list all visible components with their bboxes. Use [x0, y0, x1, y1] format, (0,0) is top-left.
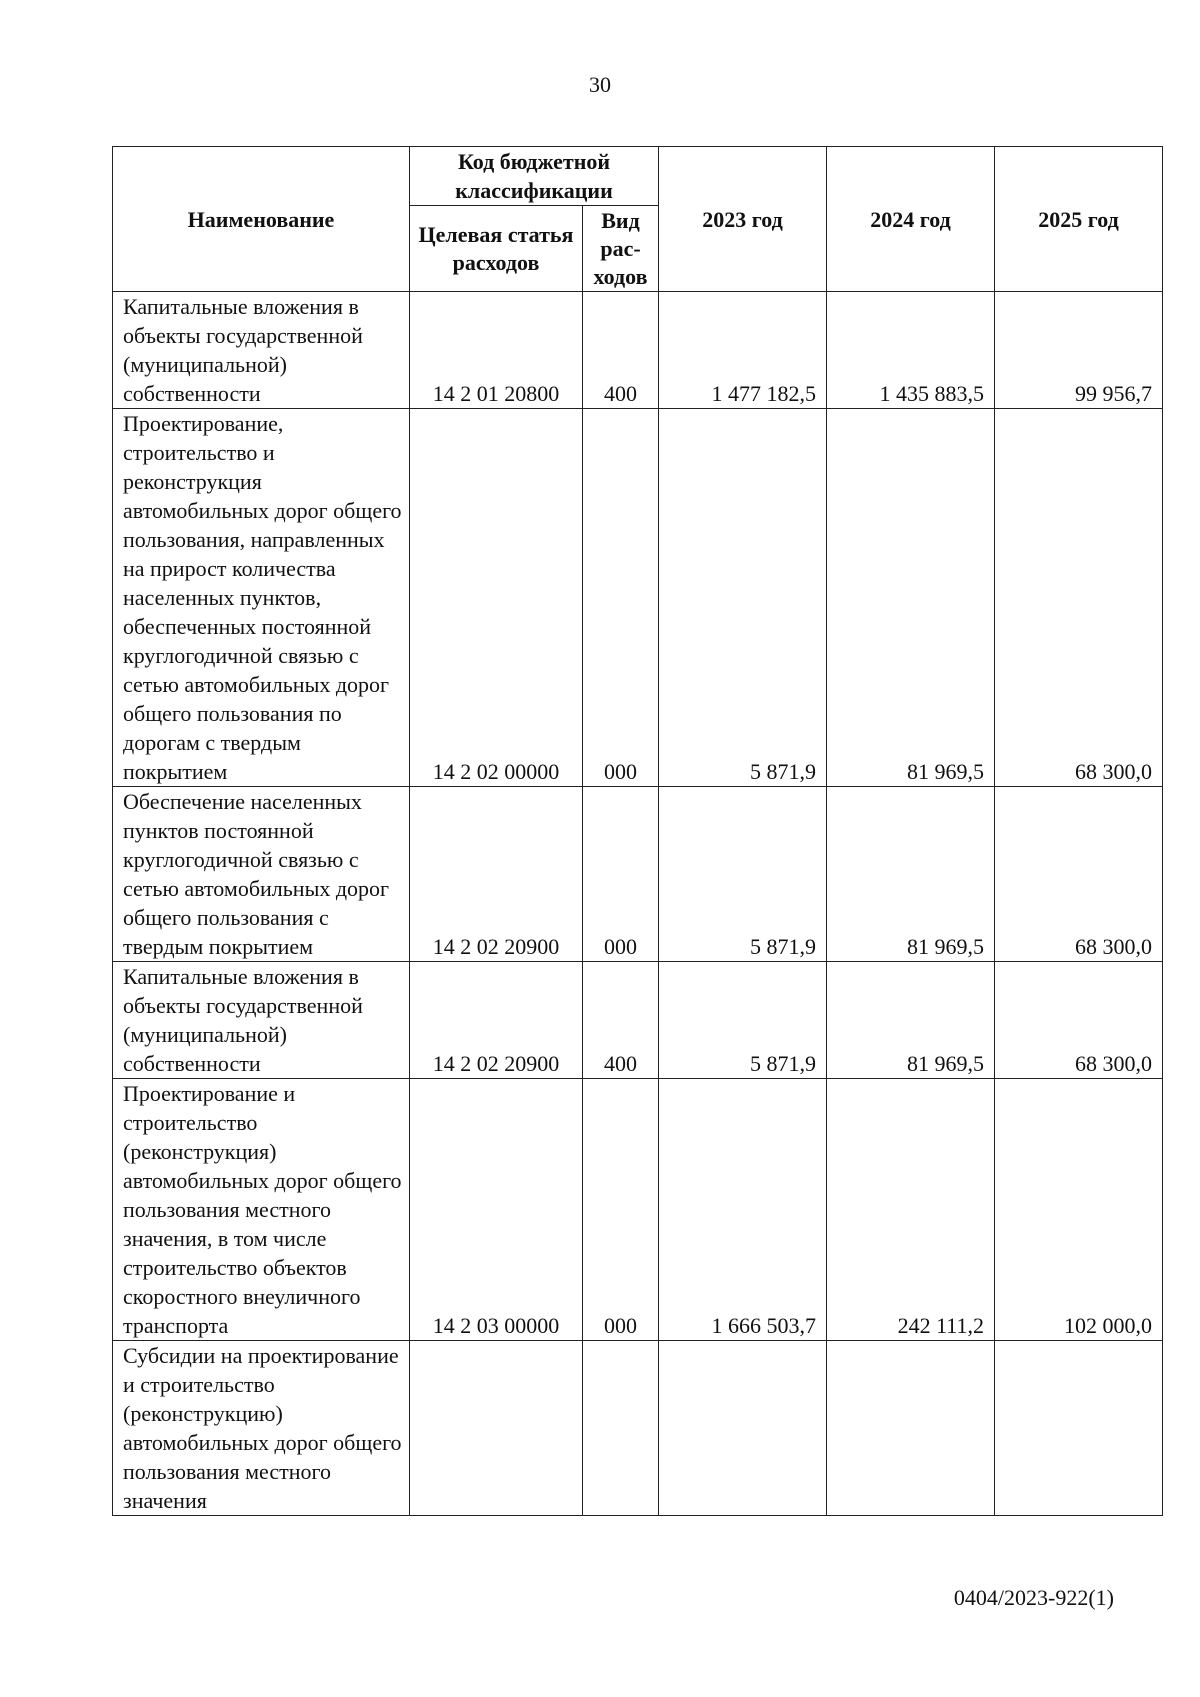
table-body: [113, 292, 1163, 1516]
row-2023: 1 666 503,7: [659, 1079, 827, 1341]
table-header: [113, 147, 1163, 292]
row-expense-type: [583, 1341, 659, 1516]
header-kbk: Код бюджетной классификации: [410, 147, 659, 206]
page-number: 30: [589, 72, 611, 97]
row-expense-type: 000: [583, 1079, 659, 1341]
row-2025: 99 956,7: [995, 292, 1163, 409]
table-row: [113, 1341, 1163, 1516]
row-expense-type: 000: [583, 787, 659, 962]
header-target-article: Целевая статья расходов: [410, 206, 583, 292]
row-2024: 242 111,2: [827, 1079, 995, 1341]
table-row: [113, 1079, 1163, 1341]
row-2024: 1 435 883,5: [827, 292, 995, 409]
budget-table: [112, 146, 1163, 1516]
row-target-article: 14 2 02 20900: [410, 962, 583, 1079]
row-2024: [827, 1341, 995, 1516]
row-2023: 5 871,9: [659, 409, 827, 787]
row-expense-type: 400: [583, 962, 659, 1079]
row-target-article: 14 2 01 20800: [410, 292, 583, 409]
row-2024: 81 969,5: [827, 962, 995, 1079]
row-expense-type: 000: [583, 409, 659, 787]
row-2024: 81 969,5: [827, 787, 995, 962]
table-row: [113, 409, 1163, 787]
header-expense-type: Вид рас-ходов: [583, 206, 659, 292]
row-name: Субсидии на проектирование и строительство (реконструкцию) автомобильных дорог общего пользования местного значения: [113, 1341, 410, 1516]
row-2023: 5 871,9: [659, 962, 827, 1079]
row-target-article: 14 2 02 00000: [410, 409, 583, 787]
row-target-article: [410, 1341, 583, 1516]
row-2023: 5 871,9: [659, 787, 827, 962]
header-2025: 2025 год: [995, 147, 1163, 292]
row-name: Проектирование и строительство (реконструкция) автомобильных дорог общего пользования местного значения, в том числе строительство объектов скоростного внеуличного транспорта: [113, 1079, 410, 1341]
row-2025: 102 000,0: [995, 1079, 1163, 1341]
document-id: 0404/2023-922(1): [953, 1585, 1114, 1610]
row-target-article: 14 2 03 00000: [410, 1079, 583, 1341]
row-2025: 68 300,0: [995, 787, 1163, 962]
row-target-article: 14 2 02 20900: [410, 787, 583, 962]
header-2024: 2024 год: [827, 147, 995, 292]
row-2025: [995, 1341, 1163, 1516]
row-2024: 81 969,5: [827, 409, 995, 787]
header-2023: 2023 год: [659, 147, 827, 292]
row-2025: 68 300,0: [995, 409, 1163, 787]
table-row: [113, 292, 1163, 409]
row-name: Капитальные вложения в объекты государственной (муниципальной) собственности: [113, 292, 410, 409]
row-2025: 68 300,0: [995, 962, 1163, 1079]
table-row: [113, 962, 1163, 1079]
header-name: Наименование: [113, 147, 410, 292]
row-2023: 1 477 182,5: [659, 292, 827, 409]
row-expense-type: 400: [583, 292, 659, 409]
table-row: [113, 787, 1163, 962]
row-2023: [659, 1341, 827, 1516]
row-name: Проектирование, строительство и реконструкция автомобильных дорог общего пользования, направленных на прирост количества населенных пунктов, обеспеченных постоянной круглогодичной связью с сетью автомобильных дорог общего пользования по дорогам с твердым покрытием: [113, 409, 410, 787]
row-name: Обеспечение населенных пунктов постоянной круглогодичной связью с сетью автомобильных дорог общего пользования с твердым покрытием: [113, 787, 410, 962]
row-name: Капитальные вложения в объекты государственной (муниципальной) собственности: [113, 962, 410, 1079]
